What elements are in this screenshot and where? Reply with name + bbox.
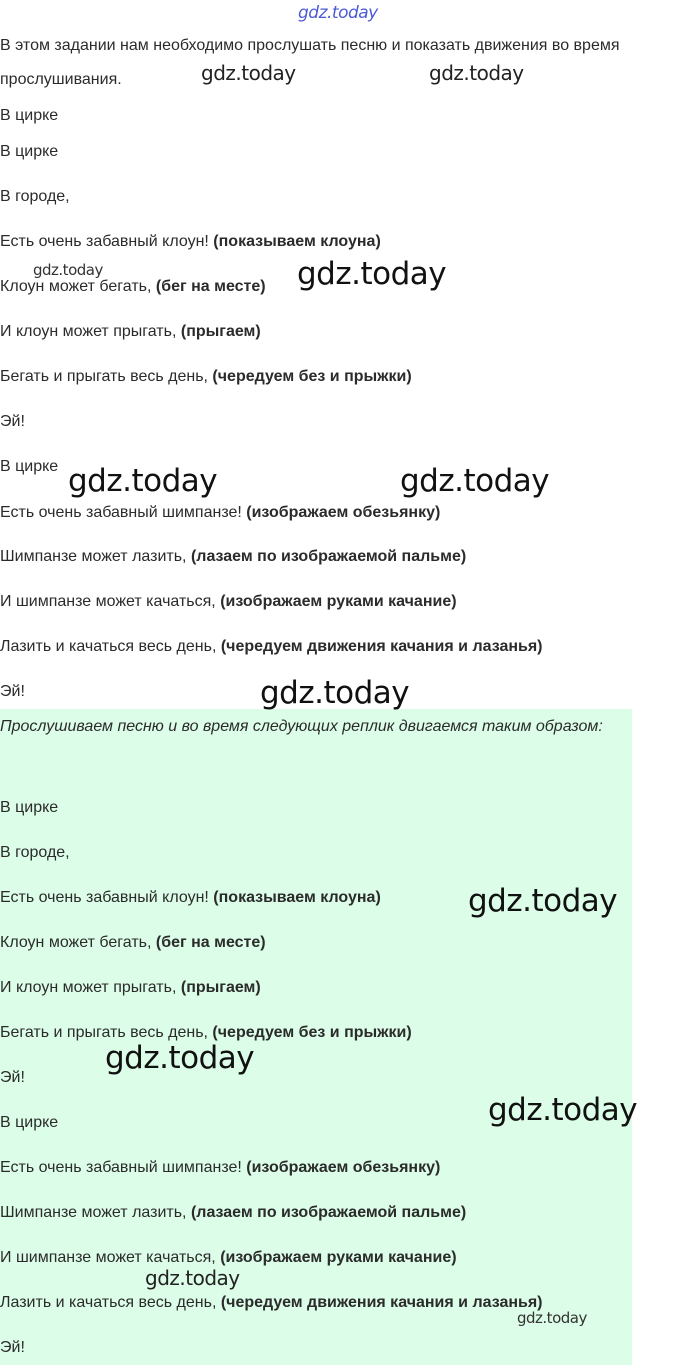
lyric-line bbox=[0, 1203, 466, 1223]
movement-instruction: (чередуем без и прыжки) bbox=[212, 368, 412, 385]
lyric-text: Шимпанзе может лазить, bbox=[0, 548, 191, 565]
lyric-text: В городе, bbox=[0, 188, 70, 205]
lyric-line bbox=[0, 106, 58, 126]
lyric-line bbox=[0, 412, 25, 432]
lyric-line bbox=[0, 592, 457, 612]
intro-text: В этом задании нам необходимо прослушать песню и показать движения во время прослушивания. bbox=[0, 37, 620, 88]
lyric-text: Бегать и прыгать весь день, bbox=[0, 368, 213, 385]
lyric-line bbox=[0, 1158, 440, 1178]
lyric-line bbox=[0, 1113, 58, 1133]
lyric-text: В цирке bbox=[0, 107, 59, 124]
lyric-line bbox=[0, 798, 58, 818]
watermark: gdz.today bbox=[145, 1266, 240, 1290]
movement-instruction: (изображаем обезьянку) bbox=[246, 504, 441, 521]
lyric-line bbox=[0, 978, 261, 998]
lyric-text: Лазить и качаться весь день, bbox=[0, 638, 221, 655]
lyric-text: Эй! bbox=[0, 413, 25, 430]
lyric-line bbox=[0, 503, 440, 523]
movement-instruction: (бег на месте) bbox=[155, 278, 266, 295]
lyric-text: В городе, bbox=[0, 844, 70, 861]
watermark: gdz.today bbox=[33, 261, 103, 279]
lyric-line bbox=[0, 1248, 457, 1268]
lyric-line bbox=[0, 682, 25, 702]
movement-instruction: (бег на месте) bbox=[155, 934, 266, 951]
lyric-text: Бегать и прыгать весь день, bbox=[0, 1024, 213, 1041]
lyric-line bbox=[0, 457, 58, 477]
movement-instruction: (показываем клоуна) bbox=[213, 889, 381, 906]
lyric-line bbox=[0, 1293, 543, 1313]
lyric-line bbox=[0, 187, 70, 207]
lyric-line bbox=[0, 142, 58, 162]
watermark: gdz.today bbox=[260, 675, 410, 711]
lyric-text: В цирке bbox=[0, 143, 59, 160]
lyric-text: В цирке bbox=[0, 1114, 59, 1131]
lyric-text: Есть очень забавный шимпанзе! bbox=[0, 504, 247, 521]
lyric-line bbox=[0, 843, 70, 863]
lyric-line bbox=[0, 232, 381, 252]
movement-instruction: (лазаем по изображаемой пальме) bbox=[190, 548, 467, 565]
movement-instruction: (чередуем движения качания и лазанья) bbox=[220, 638, 543, 655]
watermark: gdz.today bbox=[297, 256, 447, 292]
highlight-note: Прослушиваем песню и во время следующих реплик двигаемся таким образом: bbox=[0, 718, 603, 735]
watermark: gdz.today bbox=[68, 463, 218, 499]
movement-instruction: (прыгаем) bbox=[180, 323, 261, 340]
watermark: gdz.today bbox=[429, 61, 524, 85]
lyric-text: В цирке bbox=[0, 799, 59, 816]
lyric-text: Клоун может бегать, bbox=[0, 278, 156, 295]
lyric-line bbox=[0, 933, 266, 953]
lyric-line bbox=[0, 1338, 25, 1358]
lyric-text: Эй! bbox=[0, 1069, 25, 1086]
lyric-text: Есть очень забавный клоун! bbox=[0, 889, 214, 906]
watermark: gdz.today bbox=[517, 1309, 587, 1327]
lyric-line bbox=[0, 888, 381, 908]
lyric-text: И клоун может прыгать, bbox=[0, 323, 181, 340]
lyric-text: Эй! bbox=[0, 683, 25, 700]
lyric-line bbox=[0, 1068, 25, 1088]
movement-instruction: (чередуем движения качания и лазанья) bbox=[220, 1294, 543, 1311]
lyric-line bbox=[0, 547, 466, 567]
lyric-text: И шимпанзе может качаться, bbox=[0, 593, 221, 610]
lyric-text: Есть очень забавный шимпанзе! bbox=[0, 1159, 247, 1176]
lyric-text: Шимпанзе может лазить, bbox=[0, 1204, 191, 1221]
lyric-line bbox=[0, 322, 261, 342]
lyric-text: И шимпанзе может качаться, bbox=[0, 1249, 221, 1266]
movement-instruction: (прыгаем) bbox=[180, 979, 261, 996]
watermark: gdz.today bbox=[488, 1092, 638, 1128]
lyric-line bbox=[0, 367, 412, 387]
watermark: gdz.today bbox=[201, 61, 296, 85]
movement-instruction: (чередуем без и прыжки) bbox=[212, 1024, 412, 1041]
lyric-text: Клоун может бегать, bbox=[0, 934, 156, 951]
watermark: gdz.today bbox=[468, 883, 618, 919]
lyric-text: И клоун может прыгать, bbox=[0, 979, 181, 996]
lyric-text: В цирке bbox=[0, 458, 59, 475]
lyric-text: Есть очень забавный клоун! bbox=[0, 233, 214, 250]
movement-instruction: (изображаем обезьянку) bbox=[246, 1159, 441, 1176]
movement-instruction: (показываем клоуна) bbox=[213, 233, 381, 250]
lyric-text: Эй! bbox=[0, 1339, 25, 1356]
lyric-line bbox=[0, 277, 266, 297]
movement-instruction: (изображаем руками качание) bbox=[220, 1249, 457, 1266]
movement-instruction: (лазаем по изображаемой пальме) bbox=[190, 1204, 467, 1221]
lyric-text: Лазить и качаться весь день, bbox=[0, 1294, 221, 1311]
movement-instruction: (изображаем руками качание) bbox=[220, 593, 457, 610]
watermark: gdz.today bbox=[298, 3, 378, 23]
lyric-line bbox=[0, 637, 543, 657]
watermark: gdz.today bbox=[105, 1040, 255, 1076]
watermark: gdz.today bbox=[400, 463, 550, 499]
